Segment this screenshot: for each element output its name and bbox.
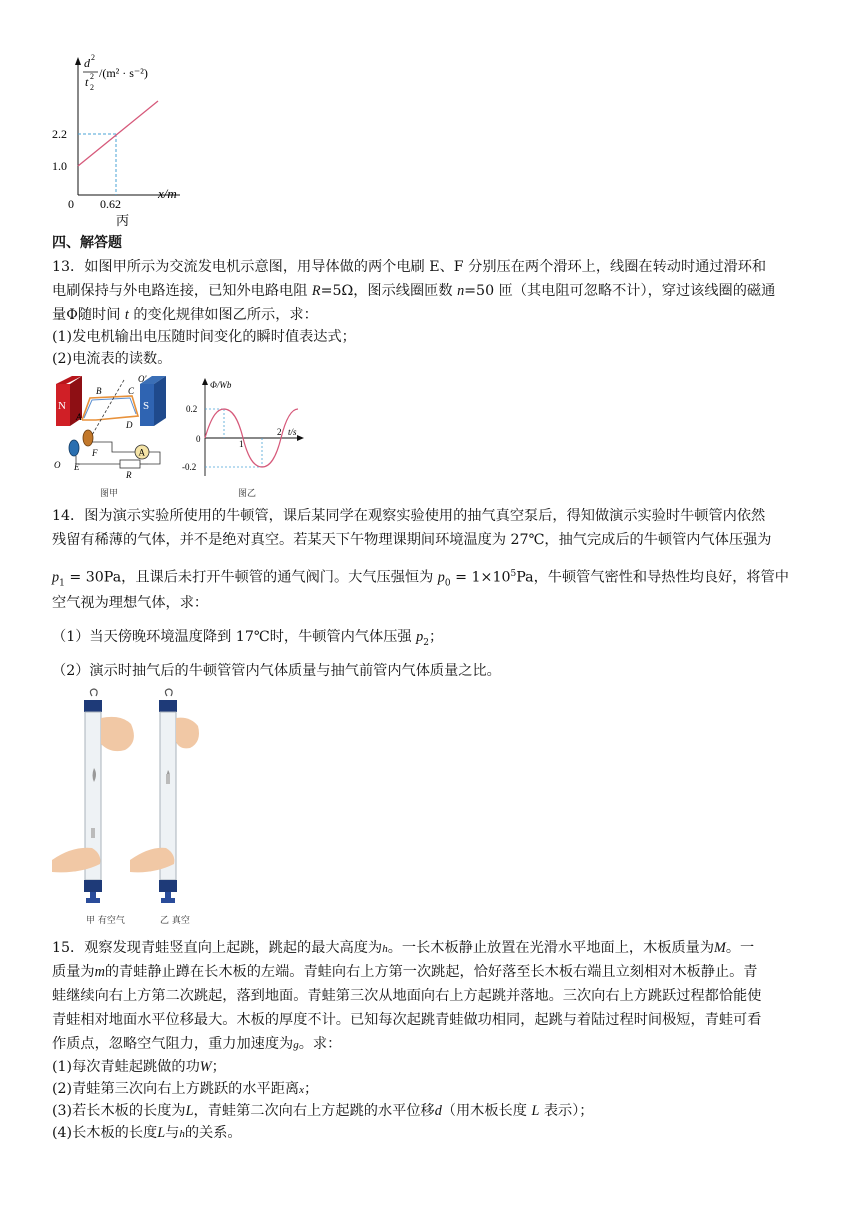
circuit-wire-2 bbox=[76, 456, 120, 464]
q13-line-3b: 的变化规律如图乙所示，求： bbox=[128, 307, 318, 323]
q14-line-2: 残留有稀薄的气体，并不是绝对真空。若某天下午物理课期间环境温度为 27℃，抽气完成后的牛顿管内气体压强为 bbox=[52, 532, 772, 548]
label-E: E bbox=[74, 462, 80, 472]
graph-bing-y-label-num-exp: 2 bbox=[91, 53, 95, 62]
fig-yi-tick-pos: 0.2 bbox=[186, 404, 198, 414]
right-hand-top bbox=[176, 718, 199, 749]
fig-yi-y-label: Φ/Wb bbox=[210, 380, 232, 390]
q15-line-2b: 的青蛙静止蹲在长木板的左端。青蛙向右上方第一次跳起，恰好落至长木板右端且立刻相对木板静止。青 bbox=[104, 964, 758, 980]
q15-sub-2b: ； bbox=[304, 1081, 319, 1097]
fig-yi-origin: 0 bbox=[196, 434, 201, 444]
q15-var-W: W bbox=[199, 1059, 212, 1075]
q13-line-2b: =5Ω，图示线圈匝数 bbox=[320, 283, 458, 299]
q14-sub-1 bbox=[52, 626, 812, 654]
q15-line-1 bbox=[52, 937, 812, 960]
q15-var-m: m bbox=[94, 964, 105, 980]
q15-var-M: M bbox=[714, 940, 726, 956]
q14-var-p0-sub: 0 bbox=[444, 578, 451, 589]
graph-bing-y-label-num: d bbox=[84, 56, 90, 70]
q14-sub-1b: ； bbox=[428, 629, 444, 645]
q15-var-h2: h bbox=[179, 1128, 185, 1140]
fig-newton-caption-right: 乙 真空 bbox=[160, 916, 190, 926]
q15-sub-2a: (2)青蛙第三次向右上方跳跃的水平距离 bbox=[52, 1081, 300, 1097]
q15-sub-3 bbox=[52, 1100, 812, 1122]
right-tube-top-cap bbox=[159, 700, 177, 712]
q14-var-p0: p bbox=[437, 569, 445, 586]
slip-ring-1 bbox=[83, 430, 93, 446]
right-coin bbox=[166, 774, 170, 784]
q15-sub-3b: ，青蛙第二次向右上方起跳的水平位移 bbox=[193, 1103, 435, 1119]
left-tube-valve bbox=[86, 892, 100, 903]
fig-yi-tick-1: 1 bbox=[239, 439, 244, 449]
coil bbox=[82, 396, 138, 420]
q15-sub-1b: ； bbox=[211, 1059, 226, 1075]
q15-line-4: 青蛙相对地面水平位移最大。木板的厚度不计。已知每次起跳青蛙做功相同，起跳与着陆过程时间极短，青蛙可看 bbox=[52, 1012, 762, 1028]
left-tube-hook bbox=[90, 689, 97, 696]
q14-var-p2-sub: 2 bbox=[423, 637, 429, 648]
label-F: F bbox=[92, 448, 98, 458]
label-C: C bbox=[128, 386, 135, 396]
fig-yi-x-arrow bbox=[297, 435, 304, 441]
q14-exp: 5 bbox=[510, 569, 517, 579]
q15-sub-1a: (1)每次青蛙起跳做的功 bbox=[52, 1059, 200, 1075]
graph-bing-y-arrow bbox=[75, 57, 81, 65]
q14-line-4: 空气视为理想气体，求： bbox=[52, 595, 209, 611]
q15-var-L2: L bbox=[531, 1103, 540, 1119]
q13-line-2 bbox=[52, 280, 812, 302]
q15-line-2 bbox=[52, 961, 812, 983]
q15-var-L3: L bbox=[157, 1125, 166, 1141]
q15-sub-3c: （用木板长度 bbox=[441, 1103, 532, 1119]
q15-var-g: g bbox=[293, 1039, 299, 1051]
q15-sub-4c: 的关系。 bbox=[184, 1125, 242, 1141]
q15-sub-4a: (4)长木板的长度 bbox=[52, 1125, 158, 1141]
graph-bing-y-label-den-exp: 2 bbox=[90, 72, 94, 81]
fig-newton-caption-left: 甲 有空气 bbox=[86, 916, 125, 926]
coil-inner bbox=[84, 398, 136, 418]
q13-line-2a: 电刷保持与外电路连接，已知外电路电阻 bbox=[52, 283, 312, 299]
q15-var-d: d bbox=[434, 1103, 442, 1119]
right-tube-bottom-cap bbox=[159, 880, 177, 892]
q15-sub-3d: 表示）； bbox=[539, 1103, 594, 1119]
ammeter-label: A bbox=[138, 447, 145, 458]
q14-eq-p0: = 1×10 bbox=[450, 569, 511, 586]
q15-sub-3a: (3)若长木板的长度为 bbox=[52, 1103, 186, 1119]
q14-var-p1-sub: 1 bbox=[59, 578, 65, 589]
right-tube-valve bbox=[161, 892, 175, 903]
q15-sub-4b: 与 bbox=[165, 1125, 180, 1141]
q13-var-t: t bbox=[124, 307, 129, 323]
q15-line-1c: 。一 bbox=[725, 940, 755, 956]
label-R: R bbox=[126, 470, 132, 480]
fig-yi-caption: 图乙 bbox=[238, 489, 257, 499]
left-tube-bottom-cap bbox=[84, 880, 102, 892]
q13-line-3a: 量Φ随时间 bbox=[52, 307, 125, 323]
q14-line-3a: ，且课后未打开牛顿管的通气阀门。大气压强恒为 bbox=[121, 569, 438, 586]
q13-line-1: 13．如图甲所示为交流发电机示意图，用导体做的两个电刷 E、F 分别压在两个滑环上，线圈在转动时通过滑环和 bbox=[52, 259, 767, 275]
left-tube-top-cap bbox=[84, 700, 102, 712]
q14-var-p2: p bbox=[416, 629, 424, 645]
q13-sub-2: (2)电流表的读数。 bbox=[52, 351, 172, 367]
q14-sub-2: （2）演示时抽气后的牛顿管管内气体质量与抽气前管内气体质量之比。 bbox=[52, 663, 501, 679]
graph-bing-origin: 0 bbox=[68, 197, 74, 211]
label-B: B bbox=[96, 386, 102, 396]
fig-yi-tick-neg: -0.2 bbox=[182, 462, 197, 472]
q13-sub-1: (1)发电机输出电压随时间变化的瞬时值表达式； bbox=[52, 329, 356, 345]
magnet-n-label: N bbox=[58, 400, 66, 412]
graph-bing-tick-y2: 1.0 bbox=[52, 159, 67, 173]
q13-var-n: n bbox=[457, 283, 465, 299]
resistor bbox=[120, 460, 140, 468]
q14-line-1: 14．图为演示实验所使用的牛顿管，课后某同学在观察实验使用的抽气真空泵后，得知做演示实验时牛顿管内依然 bbox=[52, 508, 766, 524]
q15-line-2a: 质量为 bbox=[52, 964, 95, 980]
left-coin bbox=[91, 828, 95, 838]
label-A: A bbox=[76, 412, 82, 422]
graph-bing-y-label-den: t bbox=[85, 75, 89, 89]
slip-ring-2 bbox=[69, 440, 79, 456]
fig-newton-tubes bbox=[52, 688, 202, 913]
fig-yi-tick-2: 2 bbox=[277, 427, 282, 437]
q15-line-1a: 15．观察发现青蛙竖直向上起跳，跳起的最大高度为 bbox=[52, 940, 383, 956]
graph-bing-x-label: x/m bbox=[158, 186, 177, 201]
magnet-s-side bbox=[154, 376, 166, 426]
q15-var-L: L bbox=[185, 1103, 194, 1119]
fig-jia-caption: 图甲 bbox=[100, 489, 119, 499]
graph-bing-y-label-den-sub: 2 bbox=[90, 83, 94, 92]
label-D: D bbox=[126, 420, 133, 430]
graph-bing-tick-x1: 0.62 bbox=[100, 197, 121, 211]
q14-line-3 bbox=[52, 563, 812, 595]
fig-yi-y-arrow bbox=[202, 378, 208, 385]
q14-unit: Pa bbox=[516, 569, 534, 586]
q15-line-1b: 。一长木板静止放置在光滑水平地面上，木板质量为 bbox=[387, 940, 715, 956]
q13-line-3 bbox=[52, 304, 812, 326]
q15-var-h: h bbox=[382, 943, 388, 955]
graph-bing-caption: 丙 bbox=[116, 213, 130, 228]
graph-bing bbox=[40, 45, 180, 230]
graph-bing-y-label-unit: /(m² · s⁻²) bbox=[99, 66, 148, 80]
magnet-s-label: S bbox=[143, 400, 150, 412]
left-hand-top bbox=[101, 717, 134, 751]
right-tube-hook bbox=[165, 689, 172, 696]
q14-var-p1: p bbox=[52, 569, 60, 586]
fig-yi-x-label: t/s bbox=[288, 427, 297, 437]
q15-sub-1 bbox=[52, 1056, 812, 1078]
q15-line-5b: 。求： bbox=[298, 1036, 342, 1052]
q14-sub-1a: （1）当天傍晚环境温度降到 17℃时，牛顿管内气体压强 bbox=[52, 629, 417, 645]
fig-yi-flux-graph bbox=[180, 376, 305, 486]
q13-var-R: R bbox=[311, 283, 321, 299]
q15-sub-4 bbox=[52, 1122, 812, 1145]
q15-line-5 bbox=[52, 1033, 812, 1056]
label-O1: O′ bbox=[138, 374, 147, 384]
q14-eq-p1: = 30Pa bbox=[64, 569, 122, 586]
axis-line bbox=[88, 380, 124, 442]
section-title: 四、解答题 bbox=[52, 235, 122, 251]
q15-sub-2 bbox=[52, 1078, 812, 1101]
q13-line-2c: =50 匝（其电阻可忽略不计），穿过该线圈的磁通 bbox=[464, 283, 776, 299]
fig-jia-generator bbox=[52, 372, 182, 497]
q15-line-5a: 作质点，忽略空气阻力，重力加速度为 bbox=[52, 1036, 294, 1052]
label-O: O bbox=[54, 460, 61, 470]
q15-var-x: x bbox=[299, 1084, 304, 1096]
q15-line-3: 蛙继续向右上方第二次跳起，落到地面。青蛙第三次从地面向右上方起跳并落地。三次向右上方跳跃过程都恰能使 bbox=[52, 988, 762, 1004]
graph-bing-tick-y1: 2.2 bbox=[52, 127, 67, 141]
q14-line-3b: ，牛顿管气密性和导热性均良好，将管中 bbox=[533, 569, 789, 586]
